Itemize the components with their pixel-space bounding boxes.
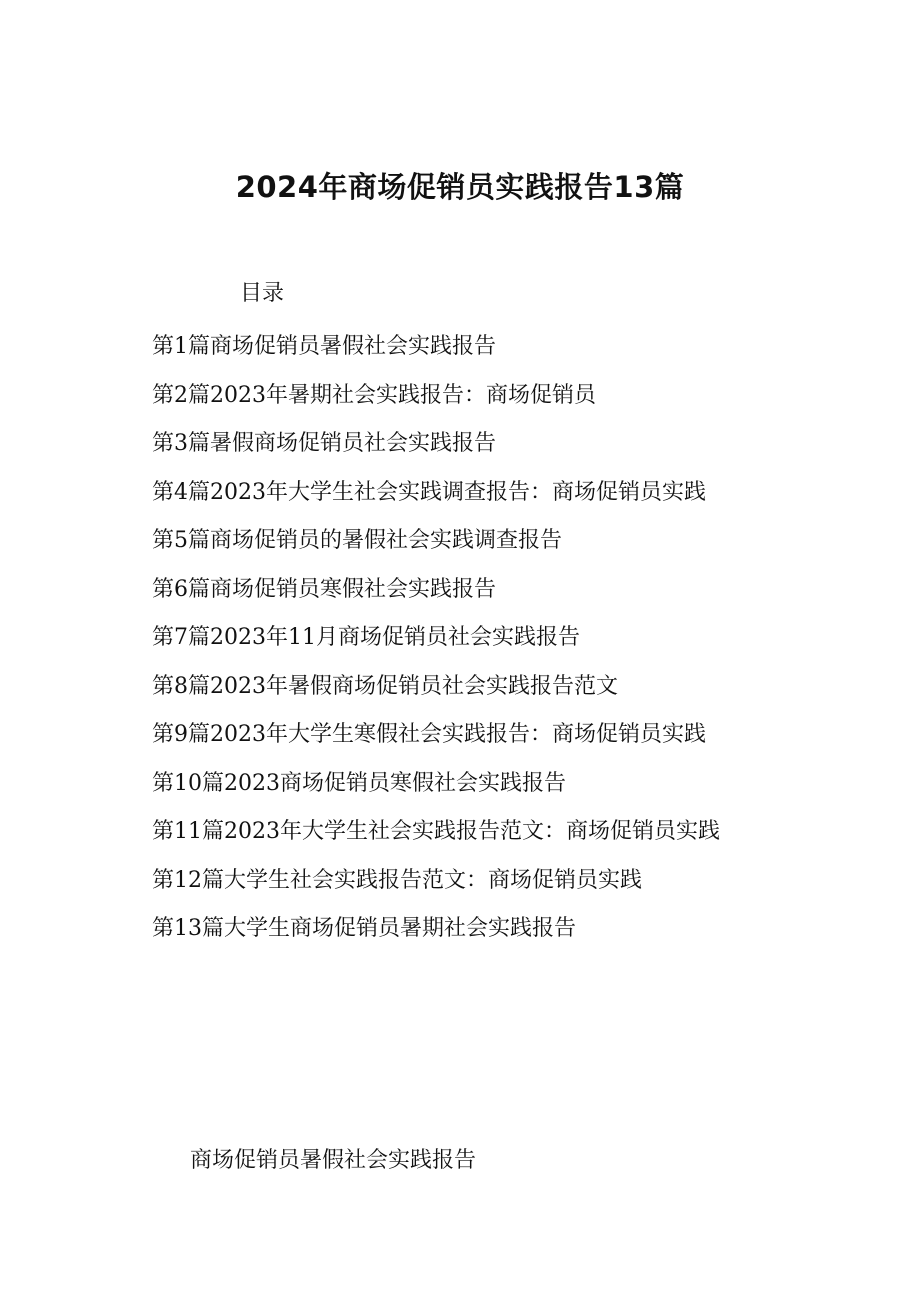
document-title: 2024年商场促销员实践报告13篇: [235, 170, 685, 205]
toc-heading: 目录: [240, 281, 285, 306]
toc-item-3[interactable]: 第3篇暑假商场促销员社会实践报告: [152, 431, 496, 456]
toc-item-12[interactable]: 第12篇大学生社会实践报告范文：商场促销员实践: [152, 867, 642, 893]
table-of-contents: [140, 323, 790, 954]
toc-item-2[interactable]: 第2篇2023年暑期社会实践报告：商场促销员: [152, 382, 596, 408]
toc-item-7[interactable]: 第7篇2023年11月商场促销员社会实践报告: [152, 625, 580, 650]
toc-item-6[interactable]: 第6篇商场促销员寒假社会实践报告: [152, 576, 496, 602]
toc-item-8[interactable]: 第8篇2023年暑假商场促销员社会实践报告范文: [152, 673, 618, 699]
section-title: 商场促销员暑假社会实践报告: [190, 1148, 477, 1173]
toc-item-4[interactable]: 第4篇2023年大学生社会实践调查报告：商场促销员实践: [152, 479, 706, 505]
toc-item-9[interactable]: 第9篇2023年大学生寒假社会实践报告：商场促销员实践: [152, 722, 706, 747]
toc-item-5[interactable]: 第5篇商场促销员的暑假社会实践调查报告: [152, 528, 562, 553]
toc-item-10[interactable]: 第10篇2023商场促销员寒假社会实践报告: [152, 770, 566, 796]
toc-item-1[interactable]: 第1篇商场促销员暑假社会实践报告: [152, 334, 496, 359]
toc-item-11[interactable]: 第11篇2023年大学生社会实践报告范文：商场促销员实践: [152, 819, 720, 844]
toc-item-13[interactable]: 第13篇大学生商场促销员暑期社会实践报告: [152, 916, 576, 941]
